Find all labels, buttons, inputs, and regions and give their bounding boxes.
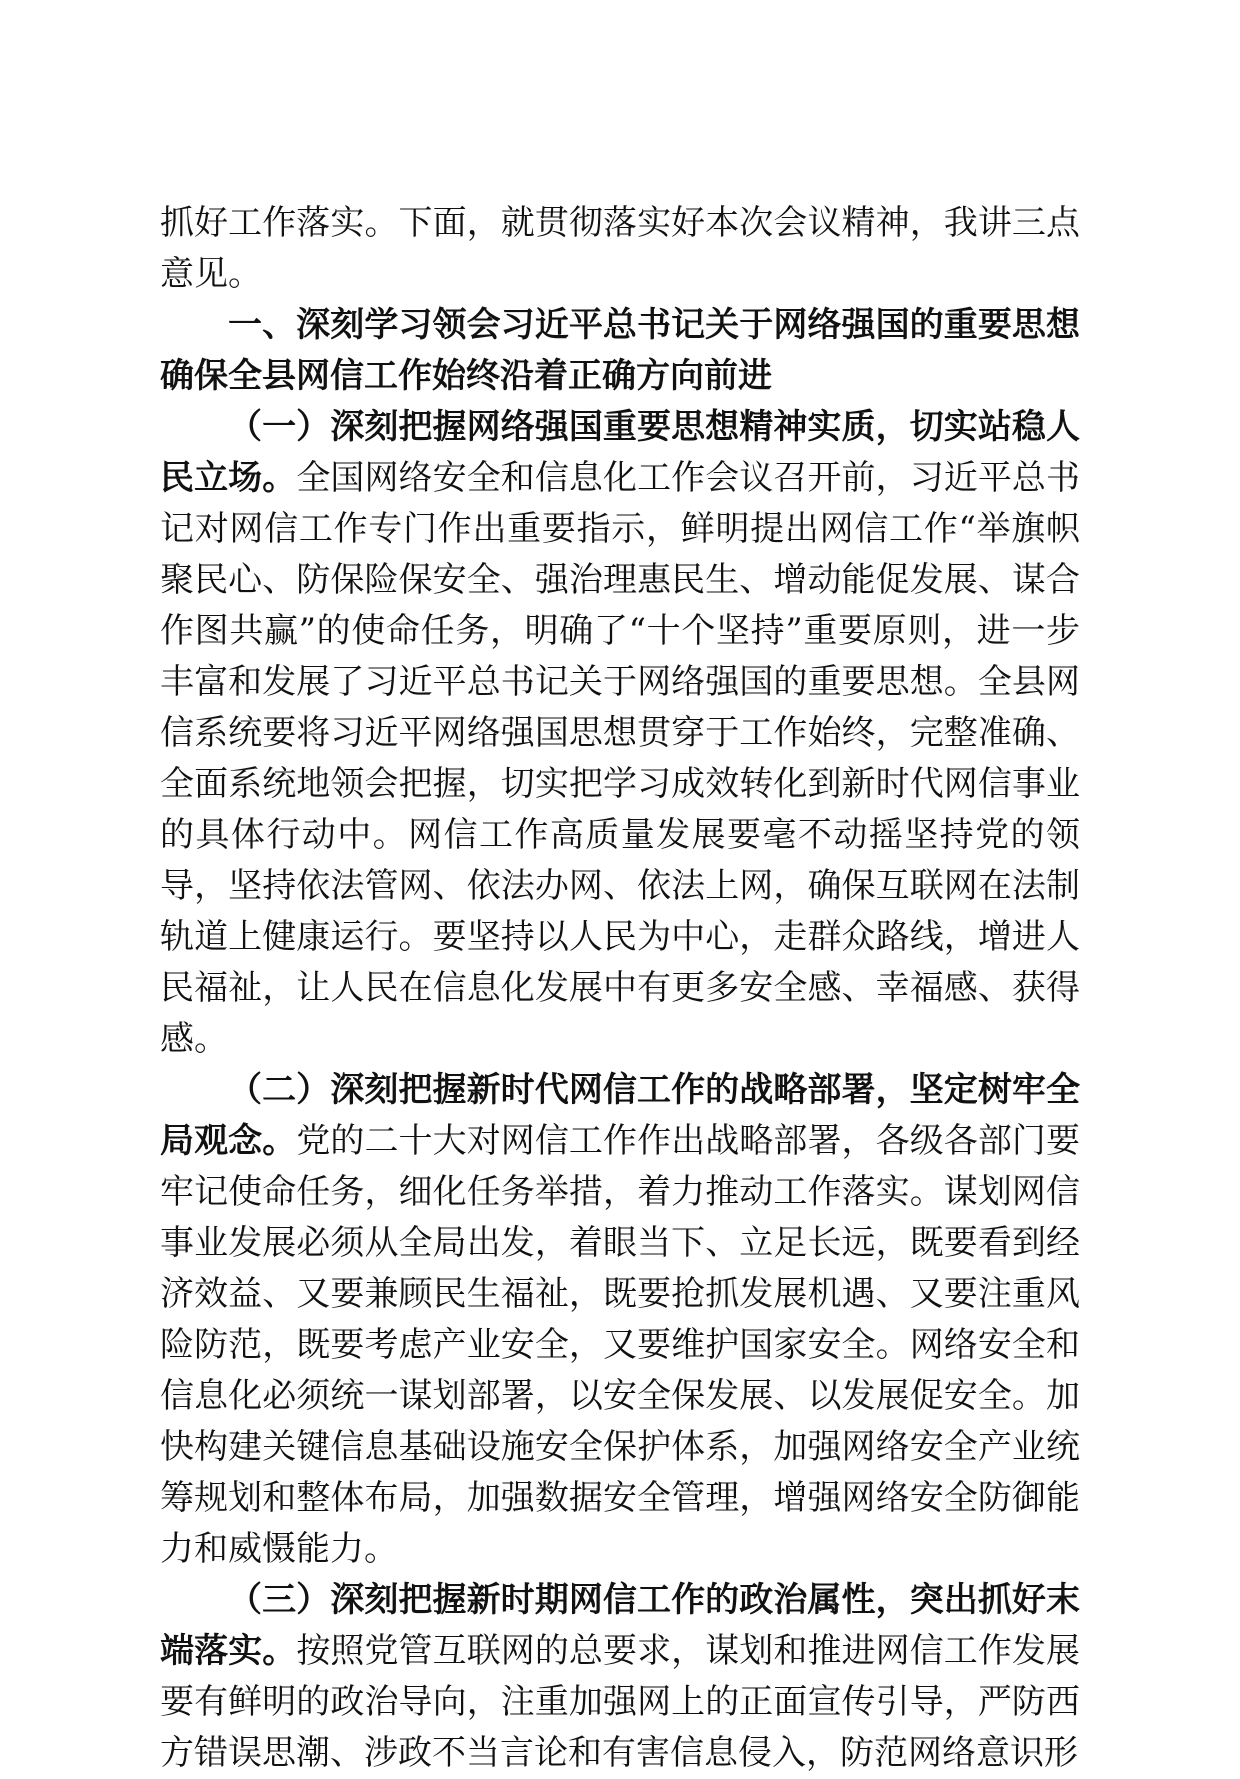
subsection-body-1: 全国网络安全和信息化工作会议召开前，习近平总书记对网信工作专门作出重要指示，鲜明提出网信工作“举旗帜聚民心、防保险保安全、强治理惠民生、增动能促发展、谋合作图共赢”的使命任务，明确了“十个坚持”重要原则，进一步丰富和发展了习近平总书记关于网络强国的重要思想。全县网信系统要将习近平网络强国思想贯穿于工作始终，完整准确、全面系统地领会把握，切实把学习成效转化到新时代网信事业的具体行动中。网信工作高质量发展要毫不动摇坚持党的领导，坚持依法管网、依法办网、依法上网，确保互联网在法制轨道上健康运行。要坚持以人民为中心，走群众路线，增进人民福祉，让人民在信息化发展中有更多安全感、幸福感、获得感。: [160, 458, 1081, 1059]
subsection-lead-2: （二）深刻把握新时代网信工作的战略部署，坚定树牢全局观念。: [160, 1070, 1080, 1161]
subsection-body-3: 按照党管互联网的总要求，谋划和推进网信工作发展要有鲜明的政治导向，注重加强网上的正面宣传引导，严防西方错误思潮、涉政不当言论和有害信息侵入，防范网络意识形: [160, 1631, 1081, 1773]
document-page: [160, 198, 1080, 1779]
subsection-body-2: 党的二十大对网信工作作出战略部署，各级各部门要牢记使命任务，细化任务举措，着力推动工作落实。谋划网信事业发展必须从全局出发，着眼当下、立足长远，既要看到经济效益、又要兼顾民生福祉，既要抢抓发展机遇、又要注重风险防范，既要考虑产业安全，又要维护国家安全。网络安全和信息化必须统一谋划部署，以安全保发展、以发展促安全。加快构建关键信息基础设施安全保护体系，加强网络安全产业统筹规划和整体布局，加强数据安全管理，增强网络安全防御能力和威慑能力。: [160, 1121, 1081, 1569]
subsection-paragraph-3: [160, 1575, 1080, 1779]
subsection-paragraph-2: [160, 1065, 1080, 1575]
subsection-lead-1: （一）深刻把握网络强国重要思想精神实质，切实站稳人民立场。: [160, 407, 1080, 498]
section-heading-1: 一、深刻学习领会习近平总书记关于网络强国的重要思想确保全县网信工作始终沿着正确方向前进: [160, 305, 1080, 396]
subsection-lead-3: （三）深刻把握新时期网信工作的政治属性，突出抓好末端落实。: [160, 1580, 1080, 1671]
subsection-paragraph-1: [160, 402, 1080, 1065]
intro-paragraph: 抓好工作落实。下面，就贯彻落实好本次会议精神，我讲三点意见。: [160, 203, 1080, 294]
